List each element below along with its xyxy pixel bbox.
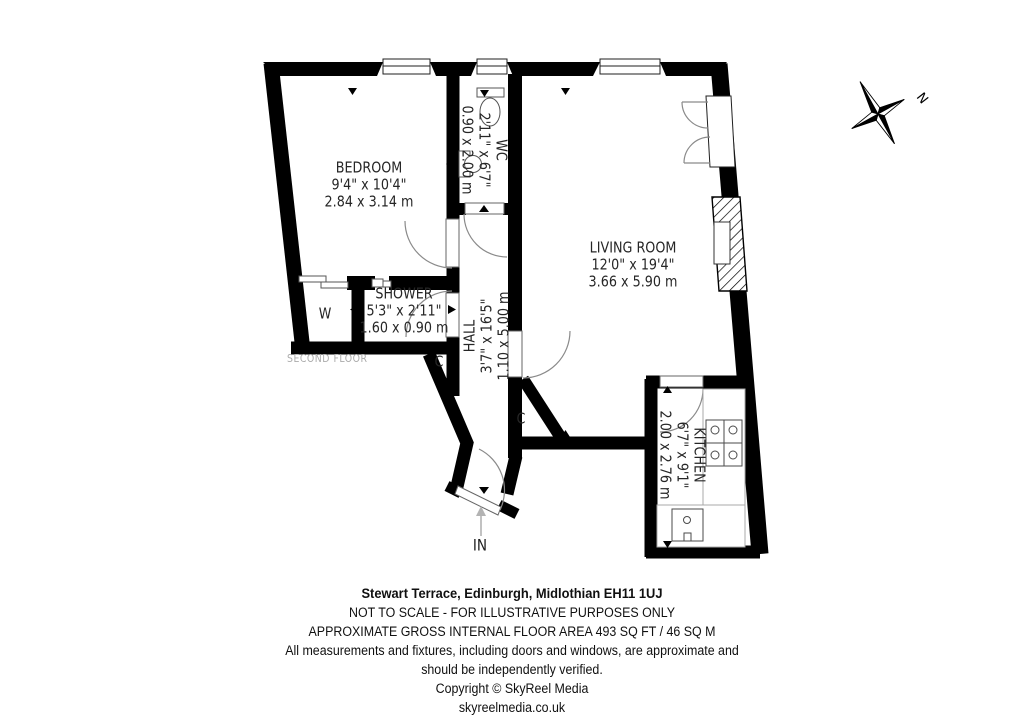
cupboard-label-1: C (434, 352, 444, 371)
room-dims-metric: 2.84 x 3.14 m (324, 192, 414, 211)
room-dims-metric: 3.66 x 5.90 m (588, 272, 678, 291)
room-name: HALL (460, 319, 479, 353)
room-dims-imperial: 5'3" x 2'11" (366, 301, 442, 320)
floor-label: SECOND FLOOR (287, 352, 368, 365)
room-label-kitchen (657, 411, 708, 500)
hob-icon (706, 420, 742, 466)
footer-floor-area: APPROXIMATE GROSS INTERNAL FLOOR AREA 493 SQ FT / 46 SQ M (308, 624, 716, 639)
room-name: LIVING ROOM (589, 238, 677, 257)
footer-copyright: Copyright © SkyReel Media (435, 681, 589, 696)
french-window (706, 96, 735, 167)
footer-address: Stewart Terrace, Edinburgh, Midlothian EH11 1UJ (361, 585, 663, 601)
room-dims-imperial: 12'0" x 19'4" (591, 255, 675, 274)
room-dims-imperial: 3'7" x 16'5" (477, 298, 496, 374)
footer-disclaimer-line2: should be independently verified. (421, 662, 603, 677)
room-dims-metric: 1.60 x 0.90 m (359, 318, 449, 337)
room-name: WC (492, 139, 511, 161)
room-dims-imperial: 9'4" x 10'4" (331, 175, 407, 194)
cupboard-label-2: C (516, 409, 526, 428)
footer (41, 584, 983, 717)
chimney-breast (712, 197, 747, 291)
room-name: BEDROOM (335, 158, 403, 177)
room-dims-metric: 1.10 x 5.00 m (494, 291, 513, 381)
footer-not-to-scale: NOT TO SCALE - FOR ILLUSTRATIVE PURPOSES ONLY (349, 605, 675, 620)
footer-disclaimer-line1: All measurements and fixtures, including doors and windows, are approximate and (285, 643, 739, 658)
room-label-bedroom (325, 160, 414, 211)
room-name: SHOWER (375, 284, 433, 303)
room-dims-metric: 2.00 x 2.76 m (656, 410, 675, 500)
room-label-shower (360, 286, 449, 337)
room-dims-imperial: 6'7" x 9'1" (673, 421, 692, 489)
entrance-arrow-icon (476, 506, 486, 536)
wardrobe-label: W (318, 304, 332, 323)
sink-icon (672, 509, 703, 541)
room-label-hall (462, 292, 513, 381)
window-shutters-icon (682, 102, 710, 163)
compass-north-label: N (912, 90, 931, 108)
room-name: KITCHEN (690, 427, 709, 483)
room-dims-imperial: 2'11" x 6'7" (475, 112, 494, 188)
wardrobe-doors-icon (299, 276, 326, 282)
footer-website: skyreelmedia.co.uk (458, 700, 566, 715)
compass-rose-icon (834, 67, 921, 158)
room-label-living-room (589, 240, 678, 291)
entrance-label: IN (472, 535, 488, 555)
room-label-wc (459, 106, 510, 195)
room-dims-metric: 0.90 x 2.00 m (458, 105, 477, 195)
